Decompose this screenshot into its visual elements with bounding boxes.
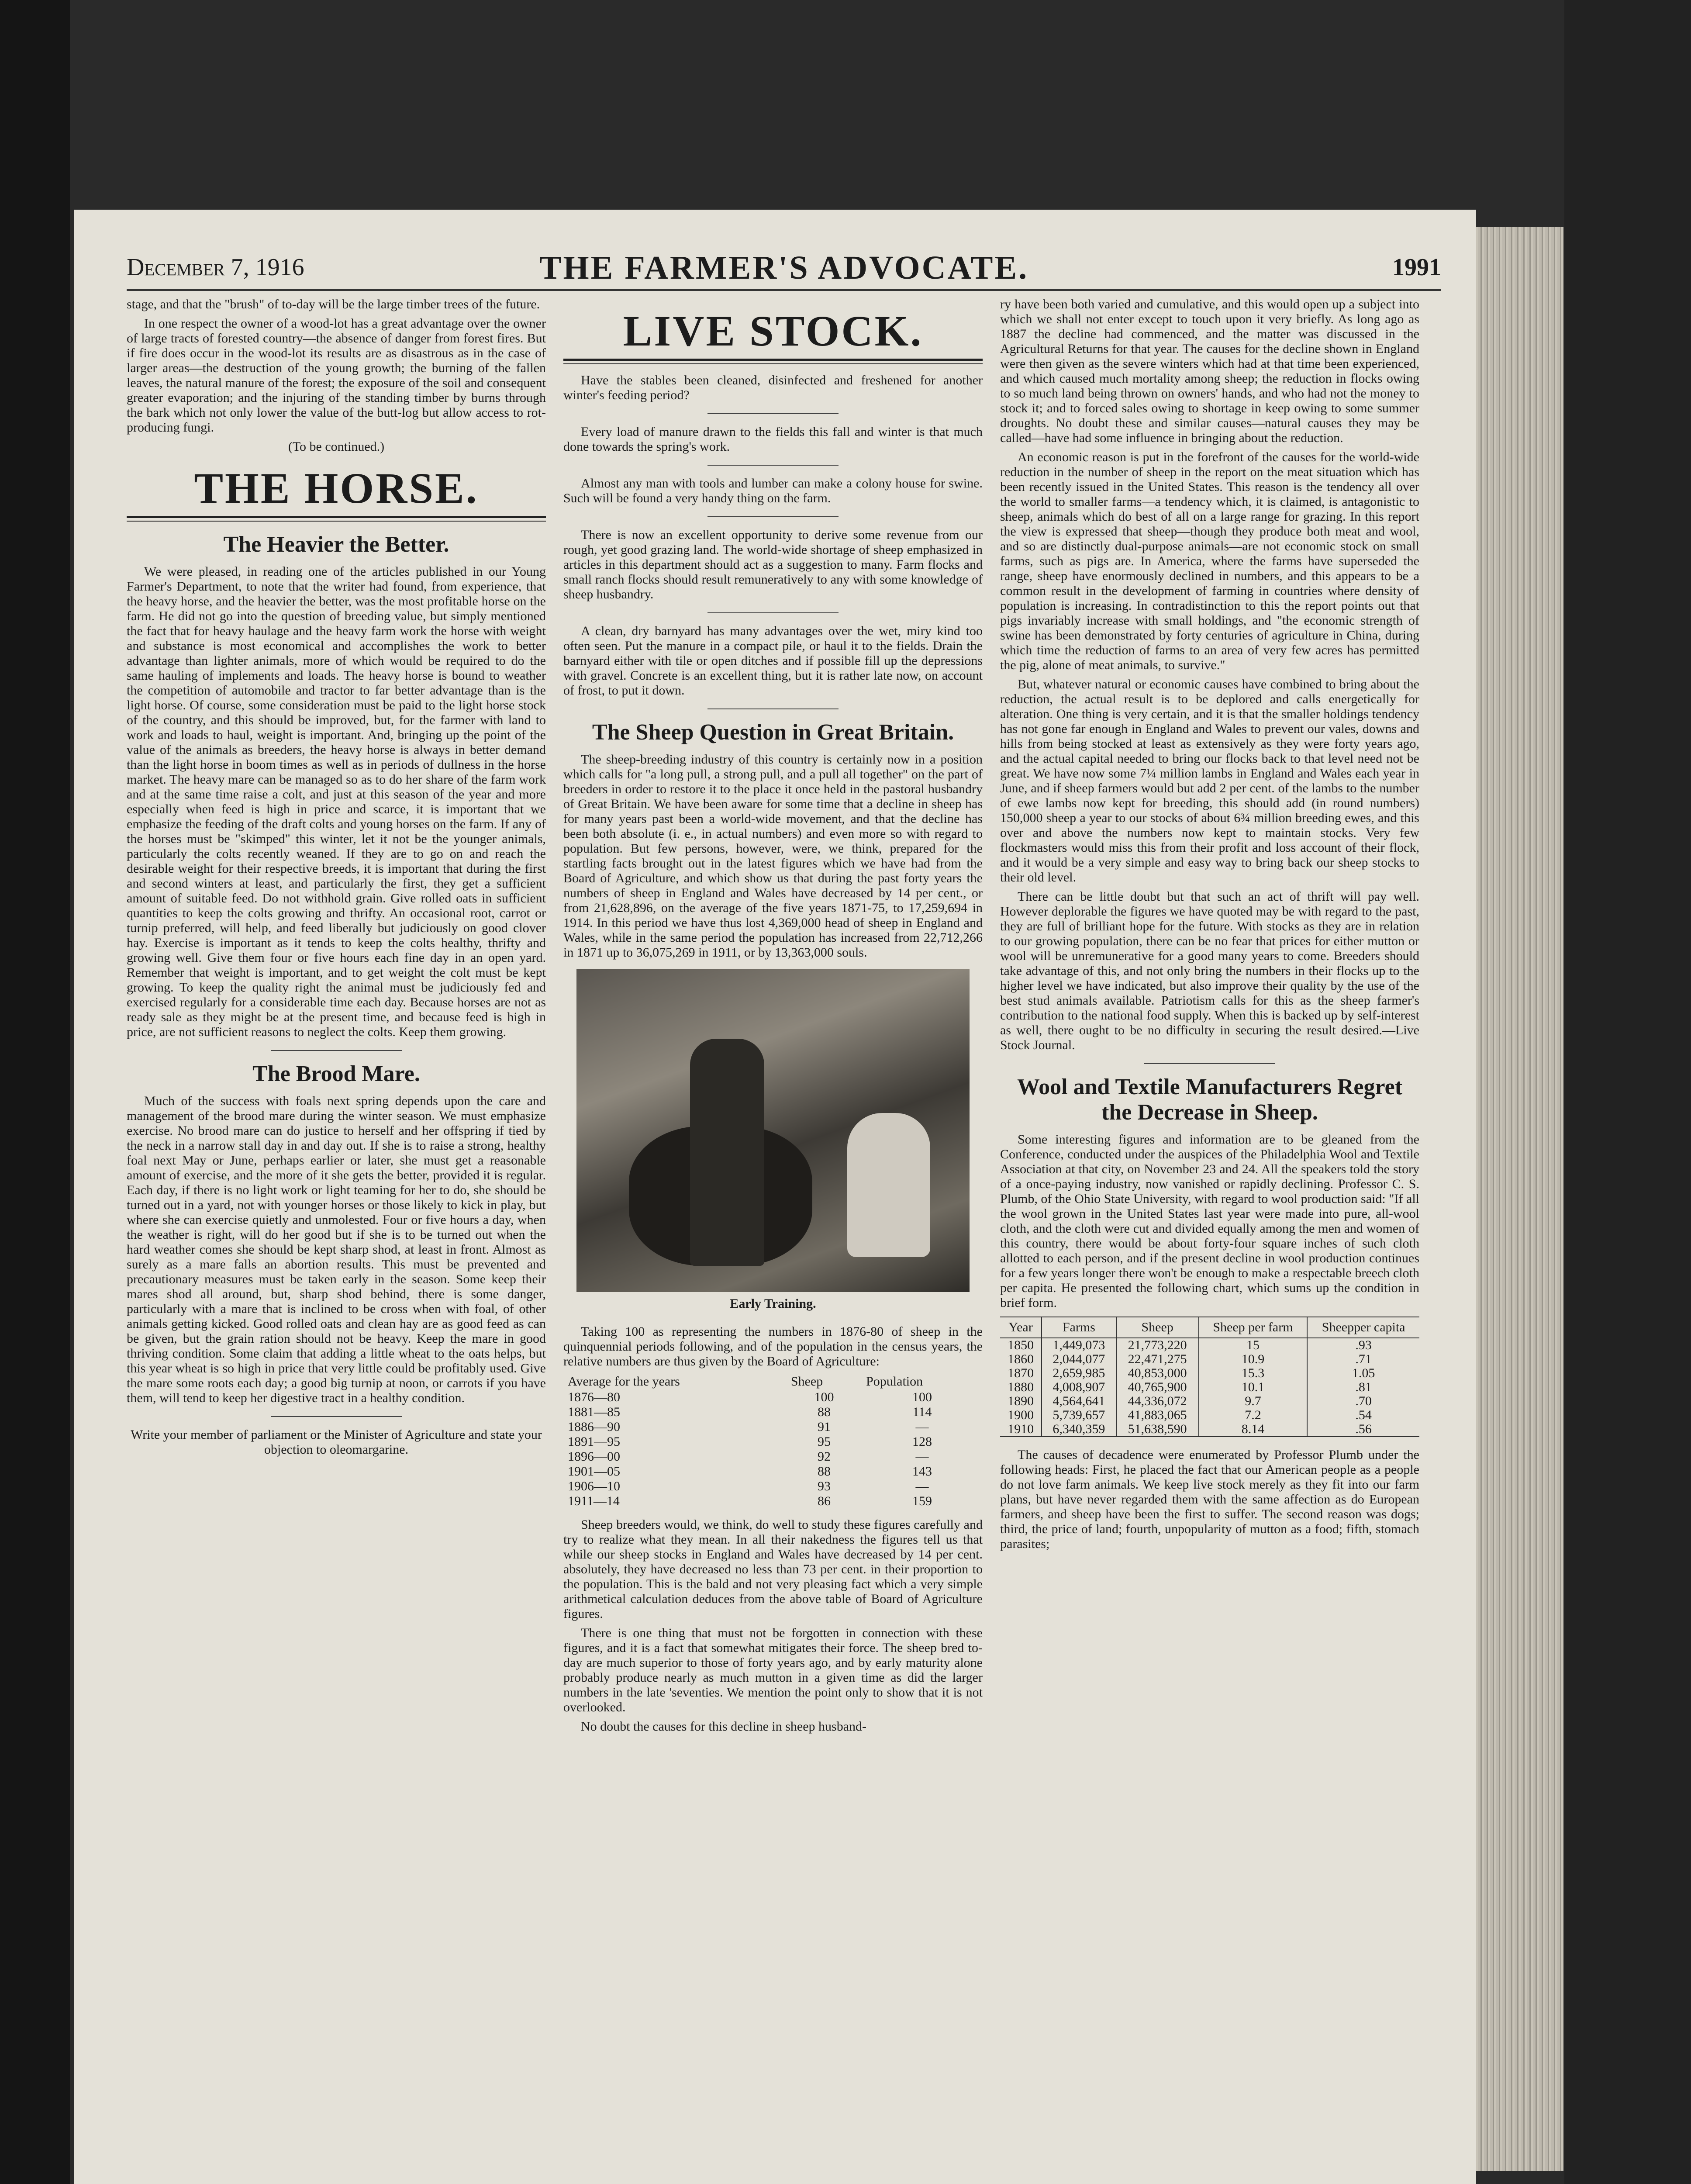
separator-rule — [271, 1050, 402, 1051]
table-cell: 1891—95 — [568, 1434, 620, 1449]
table-row — [563, 1420, 983, 1434]
table-cell: — — [915, 1479, 929, 1493]
article-paragraph: ry have been both varied and cumulative, and this would open up a subject into which we shall not enter except to touch upon it very briefly. As long ago as 1887 the decline had commenced, and the matter was discussed in the Agricultural Returns for that year. The causes for the decline shown in England were then given as the severe winters which had at that time been experienced, and which caused much mortality among sheep; the reduction in flocks owing to so much land being thrown on owners' hands, and who had not the money to stock it; and to forced sales owing to shortage in keep owing to some summer droughts. No doubt these and similar causes—natural causes they may be called—have had some influence in bringing about the reduction. — [1000, 297, 1419, 445]
section-title-live-stock: LIVE STOCK. — [623, 307, 923, 355]
table-row — [1000, 1366, 1419, 1380]
table-cell: 95 — [817, 1434, 831, 1449]
intro-paragraph: stage, and that the "brush" of to-day will be the large timber trees of the future. — [127, 297, 540, 311]
table-cell: 1911—14 — [568, 1494, 620, 1508]
table-cell: 159 — [912, 1494, 932, 1508]
page-header — [127, 249, 1441, 284]
table-cell: 1860 — [1000, 1352, 1042, 1366]
section-rule — [127, 516, 546, 522]
early-training-photo — [576, 969, 970, 1292]
table-row — [563, 1494, 983, 1509]
table-row — [563, 1390, 983, 1405]
table-cell: .93 — [1355, 1338, 1372, 1352]
table-header-row — [563, 1373, 983, 1390]
table-cell: 40,765,900 — [1116, 1380, 1199, 1394]
table-header: Average for the years — [568, 1374, 680, 1389]
table-cell: 1910 — [1000, 1422, 1042, 1437]
table-cell: .56 — [1355, 1422, 1372, 1436]
note-paragraph: Every load of manure drawn to the fields this fall and winter is that much done towards the spring's work. — [563, 425, 983, 454]
table-cell: 41,883,065 — [1116, 1408, 1199, 1422]
table-cell: 44,336,072 — [1116, 1394, 1199, 1408]
article-paragraph: We were pleased, in reading one of the articles published in our Young Farmer's Department, to note that the writer had found, from experience, that the heavy horse, and the heavier the better, was the most profitable horse on the farm. He did not go into the question of breeding value, but simply mentioned the fact that for heavy haulage and the heavy farm work the horse with weight and substance is most economical and accomplishes the work to better advantage than lighter animals, more of which would be required to do the same hauling of implements and loads. The heavy horse is bound to weather the competition of automobile and tractor to far better advantage than is the light horse. Of course, some consideration must be paid to the light horse stock of the country, and this should be improved, but, for the farmer with land to work and loads to haul, weight is important. And, bringing up the point of the value of the animals as breeders, the heavy horse is always in better demand than the light horse in boom times as well as in periods of dullness in the horse market. The heavy mare can be managed so as to do her share of the farm work and at the same time raise a colt, and just at this season of the year and more especially when feed is high in price and scarce, it is important that we emphasize the feeding of the draft colts and young horses on the farm. If any of the horses must be "skimped" this winter, let it not be the younger animals, particularly the colts recently weaned. If they are to go on and reach the desirable weight for their respective breeds, it is important that during the first and second winters at least, and particularly the first, they get a sufficient amount of suitable feed. Do not withhold grain. Give rolled oats in sufficient quantities to keep the colts growing and thrifty. An occasional root, carrot or turnip preferred, will help, and feed liberally but judiciously on good clover hay. Exercise is important as it tends to keep the colts healthy, thrifty and growing well. Give them four or five hours each fine day in an open yard. Remember that weight is important, and to get weight the colt must be kept growing. To keep the quality right the animal must be judiciously fed and exercised regularly for a considerable time each day. Because horses are not as ready sale as they might be at the present time, and because feed is high in price, are not sufficient reasons to neglect the colts. Keep them growing. — [127, 564, 546, 1039]
table-cell: 88 — [817, 1464, 831, 1479]
separator-rule — [707, 708, 839, 709]
page-number: 1991 — [1392, 254, 1441, 281]
table-header: Year — [1000, 1317, 1042, 1338]
separator-rule — [271, 1416, 402, 1417]
table-cell: 100 — [912, 1390, 932, 1404]
table-cell: 1886—90 — [568, 1420, 620, 1434]
closing-notice: Write your member of parliament or the Minister of Agriculture and state your objection to oleomargarine. — [131, 1427, 542, 1457]
table-row — [563, 1405, 983, 1420]
article-title-sheep-question: The Sheep Question in Great Britain. — [592, 720, 954, 745]
table-cell: 9.7 — [1199, 1394, 1308, 1408]
table-header: Sheep — [790, 1374, 823, 1389]
table-cell: 2,659,985 — [1042, 1366, 1116, 1380]
article-title-heavier: The Heavier the Better. — [223, 532, 449, 557]
table-intro: Taking 100 as representing the numbers in 1876-80 of sheep in the quinquennial periods following, and of the population in the census years, the relative numbers are thus given by the Board of Agriculture: — [563, 1324, 983, 1368]
issue-date: December 7, 1916 — [127, 254, 304, 281]
table-cell: 51,638,590 — [1116, 1422, 1199, 1437]
table-row — [563, 1449, 983, 1464]
table-cell: 1890 — [1000, 1394, 1042, 1408]
table-cell: 91 — [817, 1420, 831, 1434]
table-header-row — [1000, 1317, 1419, 1338]
separator-rule — [707, 465, 839, 466]
table-cell: 1.05 — [1352, 1366, 1375, 1380]
table-cell: 2,044,077 — [1042, 1352, 1116, 1366]
note-paragraph: Have the stables been cleaned, disinfected and freshened for another winter's feeding period? — [563, 373, 983, 402]
table-row — [1000, 1394, 1419, 1408]
table-cell: 4,008,907 — [1042, 1380, 1116, 1394]
table-cell: 93 — [817, 1479, 831, 1493]
sheep-census-table — [1000, 1317, 1419, 1437]
table-cell: 1876—80 — [568, 1390, 620, 1404]
table-cell: 1,449,073 — [1042, 1338, 1116, 1352]
table-cell: .70 — [1355, 1394, 1372, 1408]
table-row — [563, 1434, 983, 1449]
table-row — [563, 1464, 983, 1479]
separator-rule — [707, 413, 839, 414]
section-title-horse: THE HORSE. — [194, 464, 479, 512]
table-row — [1000, 1380, 1419, 1394]
table-header: Farms — [1042, 1317, 1116, 1338]
table-header: Sheep per farm — [1199, 1317, 1308, 1338]
table-cell: .81 — [1355, 1380, 1372, 1394]
table-cell: 1896—00 — [568, 1449, 620, 1464]
publication-title: THE FARMER'S ADVOCATE. — [539, 249, 1029, 286]
sheep-population-table — [563, 1373, 983, 1509]
article-paragraph: Sheep breeders would, we think, do well to study these figures carefully and try to realize what they mean. In all their nakedness the figures tell us that while our sheep stocks in England and Wales have decreased by 14 per cent. absolutely, they have decreased no less than 73 per cent. in their proportion to the population. This is the bald and not very pleasing fact which a very simple arithmetical calculation deduces from the above table of Board of Agriculture figures. — [563, 1517, 983, 1621]
table-cell: 1850 — [1000, 1338, 1042, 1352]
table-cell: 6,340,359 — [1042, 1422, 1116, 1437]
table-cell: 10.1 — [1199, 1380, 1308, 1394]
table-cell: 10.9 — [1199, 1352, 1308, 1366]
table-cell: 22,471,275 — [1116, 1352, 1199, 1366]
table-cell: 88 — [817, 1405, 831, 1419]
table-cell: 128 — [912, 1434, 932, 1449]
note-paragraph: Almost any man with tools and lumber can make a colony house for swine. Such will be found a very handy thing on the farm. — [563, 476, 983, 505]
table-cell: 143 — [912, 1464, 932, 1479]
article-paragraph: Much of the success with foals next spring depends upon the care and management of the brood mare during the winter season. We must emphasize exercise. No brood mare can do justice to herself and her offspring if tied by the neck in a narrow stall day in and day out. If she is to raise a strong, healthy foal next May or June, perhaps earlier or later, she must get a reasonable amount of exercise, and the more of it she gets the better, provided it is regular. Each day, if there is no light work or light teaming for her to do, she should be turned out in a yard, not with younger horses or those likely to kick in play, but where she can exercise quietly and unmolested. Four or five hours a day, when the weather is right, will do her good but if she is to be turned out when the hard weather comes she should be kept sharp shod, at least in front. Almost as surely as a mare falls an abortion results. This must be prevented and precautionary measures must be taken early in the season. Some keep their mares shod all around, but, sharp shod behind, there is some danger, particularly with a mare that is inclined to be cross when with foal, of other animals getting kicked. Good rolled oats and clean hay are as good feed as can be given, but the grain ration should not be heavy. Keep the mare in good thriving condition. Some claim that adding a little wheat to the oats helps, but this year wheat is so high in price that very little could be profitably used. Give the mare some roots each day; a good big turnip at noon, or carrots if you have them, will tend to keep her digestive tract in a healthy condition. — [127, 1094, 546, 1405]
table-cell: 1906—10 — [568, 1479, 620, 1493]
table-cell: — — [915, 1420, 929, 1434]
table-cell: 1870 — [1000, 1366, 1042, 1380]
article-paragraph: No doubt the causes for this decline in sheep husband- — [581, 1719, 867, 1734]
table-row — [1000, 1352, 1419, 1366]
header-rule — [127, 289, 1441, 291]
to-be-continued: (To be continued.) — [288, 439, 385, 454]
photo-caption: Early Training. — [730, 1296, 816, 1311]
table-header: Population — [866, 1374, 923, 1389]
article-paragraph: There can be little doubt but that such an act of thrift will pay well. However deplorable the figures we have quoted may be with regard to the past, they are full of brilliant hope for the future. With stocks as they are in relation to our growing population, there can be no fear that prices for either mutton or wool will be unremunerative for a good many years to come. Breeders should take advantage of this, and not only bring the numbers in their flocks up to the higher level we have indicated, but also improve their quality by the use of the best stud animals available. Patriotism calls for this as the sheep farmer's contribution to the national food supply. When this is backed up by self-interest as well, there ought to be no difficulty in securing the result desired.—Live Stock Journal. — [1000, 889, 1419, 1052]
table-cell: 86 — [817, 1494, 831, 1508]
table-cell: .71 — [1355, 1352, 1372, 1366]
table-cell: 15.3 — [1199, 1366, 1308, 1380]
article-paragraph: The sheep-breeding industry of this country is certainly now in a position which calls for "a long pull, a strong pull, and a pull all together" on the part of breeders in order to restore it to the place it once held in the pastoral husbandry of Great Britain. We have been aware for some time that a decline in sheep has for many years past been a world-wide movement, and that the decline has been both absolute (i. e., in actual numbers) and even more so with regard to population. But few persons, however, were, we think, prepared for the startling facts brought out in the latest figures which we have had from the Board of Agriculture, and which show us that during the past forty years the numbers of sheep in England and Wales have decreased by 14 per cent., or from 21,628,896, on the average of the five years 1871-75, to 17,259,694 in 1914. In this period we have thus lost 4,369,000 head of sheep in England and Wales, while in the same period the population has increased from 22,712,266 in 1871 up to 36,075,269 in 1911, or by 13,363,000 souls. — [563, 752, 983, 960]
table-cell: 8.14 — [1199, 1422, 1308, 1437]
article-paragraph: The causes of decadence were enumerated by Professor Plumb under the following heads: First, he placed the fact that our American people as a people do not love farm animals. We keep live stock merely as they fit into our farm plans, but have never regarded them with the same affection as do European farmers, and sheep have been the first to suffer. The second reason was dogs; third, the price of land; fourth, unpopularity of mutton as a food; fifth, stomach parasites; — [1000, 1448, 1419, 1551]
photo-boy-shape — [847, 1113, 930, 1257]
column-2 — [563, 297, 983, 1738]
table-cell: 114 — [912, 1405, 932, 1419]
article-paragraph: But, whatever natural or economic causes have combined to bring about the reduction, the actual result is to be deplored and calls energetically for alteration. One thing is very certain, and it is that the smaller holdings tendency has not gone far enough in England and Wales to prevent our vales, downs and hills from being stocked at least as extensively as they were forty years ago, and the actual capital needed to bring our flocks back to that level need not be great. We have now some 7¼ million lambs in England and Wales each year in June, and if sheep farmers would but add 2 per cent. of the lambs to the number of ewe lambs now kept for breeding, this should add (in round numbers) 150,000 sheep a year to our stocks of about 6¾ million breeding ewes, and this over and above the numbers now kept to maintain stocks. Very few flockmasters would miss this from their profit and loss account of their flock, and it would be a very simple and easy way to bring back our sheep stocks to their old level. — [1000, 677, 1419, 885]
table-cell: 1900 — [1000, 1408, 1042, 1422]
table-cell: 15 — [1199, 1338, 1308, 1352]
table-cell: 4,564,641 — [1042, 1394, 1116, 1408]
table-cell: 21,773,220 — [1116, 1338, 1199, 1352]
newspaper-page — [74, 210, 1476, 2184]
table-cell: 40,853,000 — [1116, 1366, 1199, 1380]
table-row — [1000, 1408, 1419, 1422]
table-cell: .54 — [1355, 1408, 1372, 1422]
note-paragraph: A clean, dry barnyard has many advantages over the wet, miry kind too often seen. Put the manure in a compact pile, or haul it to the fields. Drain the barnyard either with tile or open ditches and if possible fill up the depressions with gravel. Concrete is an excellent thing, but it is rather late now, on account of frost, to put it down. — [563, 624, 983, 698]
scan-background-left — [0, 0, 70, 2184]
table-cell: — — [915, 1449, 929, 1464]
table-header: Sheep — [1116, 1317, 1199, 1338]
column-3 — [1000, 297, 1419, 1556]
intro-paragraph: In one respect the owner of a wood-lot has a great advantage over the owner of large tracts of forested country—the absence of danger from forest fires. But if fire does occur in the wood-lot its results are as disastrous as in the case of larger areas—the destruction of the young growth; the burning of the fallen leaves, the natural manure of the forest; the exposure of the soil and consequent greater evaporation; and the injuring of the standing timber by burns through the bark which not only lower the value of the butt-log but allow access to rot-producing fungi. — [127, 316, 546, 435]
separator-rule — [1144, 1063, 1275, 1064]
book-page-edges — [1472, 227, 1563, 2171]
separator-rule — [707, 516, 839, 517]
article-title-wool: Wool and Textile Manufacturers Regret the Decrease in Sheep. — [1017, 1075, 1403, 1125]
separator-rule — [707, 612, 839, 613]
table-row — [1000, 1338, 1419, 1352]
table-cell: 7.2 — [1199, 1408, 1308, 1422]
table-cell: 1881—85 — [568, 1405, 620, 1419]
table-row — [1000, 1422, 1419, 1437]
table-cell: 1901—05 — [568, 1464, 620, 1479]
article-paragraph: An economic reason is put in the forefront of the causes for the world-wide reduction in the number of sheep in the report on the meat situation which has been recently issued in the United States. This reason is the tendency all over the world to smaller farms—a tendency which, it is claimed, is antagonistic to sheep, animals which do best of all on a large range for grazing. In this report the view is expressed that sheep—though they produce both meat and wool, and so are distinctly dual-purpose animals—are not economic stock on small farms, such as pigs are. In America, where the farms have superseded the range, sheep have enormously declined in numbers, and this appears to be a common result in the development of farming in countries where density of population is increasing. In contradistinction to this the report points out that pigs invariably increase with small holdings, and "the economic strength of swine has been demonstrated by forty centuries of agriculture in China, during which time the reduction of farms to an area of very few acres has permitted the pig, alone of meat animals, to survive." — [1000, 450, 1419, 672]
column-1 — [127, 297, 546, 1462]
table-row — [563, 1479, 983, 1494]
article-paragraph: Some interesting figures and information are to be gleaned from the Conference, conducted under the auspices of the Philadelphia Wool and Textile Association at that city, on November 23 and 24. All the speakers told the story of a once-paying industry, now vanished or rapidly declining. Professor C. S. Plumb, of the Ohio State University, with regard to wool production said: "If all the wool grown in the United States last year were made into pure, all-wool cloth, and the cloth were cut and divided equally among the men and women of this country, there would be about forty-four square inches of such cloth allotted to each person, and if the present decline in wool production continues for a few years longer there won't be enough to make a respectable breech cloth per capita. He presented the following chart, which sums up the condition in brief form. — [1000, 1132, 1419, 1310]
photo-man-shape — [690, 1039, 764, 1266]
scan-background-right — [1564, 0, 1691, 2184]
table-cell: 1880 — [1000, 1380, 1042, 1394]
table-cell: 5,739,657 — [1042, 1408, 1116, 1422]
article-paragraph: There is one thing that must not be forgotten in connection with these figures, and it is a fact that somewhat mitigates their force. The sheep bred to-day are much superior to those of forty years ago, and by early maturity alone probably produce nearly as much mutton in a given time as did the larger numbers in the late 'seventies. We mention the point only to show that it is not overlooked. — [563, 1626, 983, 1714]
note-paragraph: There is now an excellent opportunity to derive some revenue from our rough, yet good grazing land. The world-wide shortage of sheep emphasized in articles in this department should act as a suggestion to many. Farm flocks and small ranch flocks should result remuneratively to any with some knowledge of sheep husbandry. — [563, 528, 983, 601]
table-header: Sheepper capita — [1307, 1317, 1419, 1338]
table-cell: 92 — [817, 1449, 831, 1464]
article-title-brood-mare: The Brood Mare. — [252, 1061, 420, 1086]
section-rule — [563, 359, 983, 364]
table-cell: 100 — [814, 1390, 834, 1404]
